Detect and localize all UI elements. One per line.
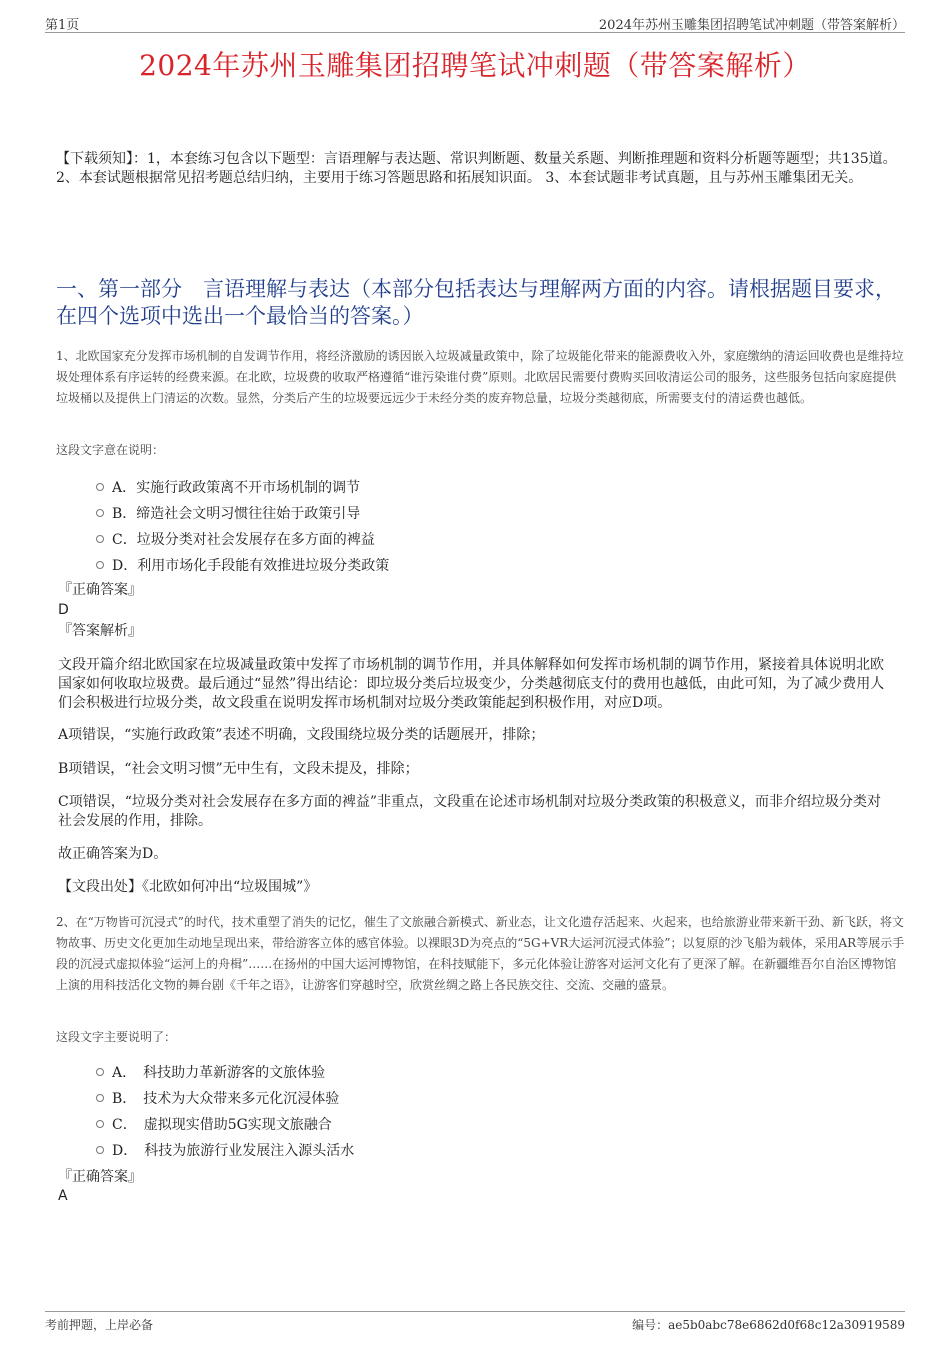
question-1-text: 1、北欧国家充分发挥市场机制的自发调节作用，将经济激励的诱因嵌入垃圾减量政策中，除了垃圾能化带来的能源费收入外，家庭缴纳的清运回收费也是维持垃圾处理体系有序运转的经费来源。在北欧，垃圾费的收取严格遵循“谁污染谁付费”原则。北欧居民需要付费购买回收清运公司的服务，这些服务包括向家庭提供垃圾桶以及提供上门清运的次数。显然，分类后产生的垃圾要远远少于未经分类的废弃物总量，垃圾分类越彻底，所需要支付的清运费也越低。 [56, 349, 904, 405]
document-id: 编号：ae5b0abc78e6862d0f68c12a30919589 [632, 1318, 905, 1332]
option-c[interactable] [96, 1111, 354, 1137]
answer-value: D [58, 602, 69, 618]
source-citation: 【文段出处】《北欧如何冲出“垃圾围城”》 [58, 879, 318, 895]
radio-icon[interactable] [96, 509, 104, 517]
question-1-options [96, 474, 389, 578]
analysis-paragraph: 文段开篇介绍北欧国家在垃圾减量政策中发挥了市场机制的调节作用，并具体解释如何发挥市场机制的调节作用，紧接着具体说明北欧国家如何收取垃圾费。最后通过“显然”得出结论：即垃圾分类后垃圾变少，分类越彻底支付的费用也越低，由此可知，为了减少费用人们会积极进行垃圾分类，故文段重在说明发挥市场机制对垃圾分类政策能起到积极作用，对应D项。 [58, 657, 885, 711]
analysis-paragraph: B项错误，“社会文明习惯”无中生有，文段未提及，排除； [58, 761, 419, 777]
question-2-text: 2、在“万物皆可沉浸式”的时代，技术重塑了消失的记忆，催生了文旅融合新模式、新业态，让文化遗存活起来、火起来，也给旅游业带来新干劲、新飞跃，将文物故事、历史文化更加生动地呈现出来，带给游客立体的感官体验。以裸眼3D为亮点的“5G+VR大运河沉浸式体验”；以复原的沙飞船为载体，采用AR等展示手段的沉浸式虚拟体验“运河上的舟楫”……在扬州的中国大运河博物馆，在科技赋能下，多元化体验让游客对运河文化有了更深了解。在新疆维吾尔自治区博物馆上演的用科技活化文物的舞台剧《千年之语》，让游客们穿越时空，欣赏丝绸之路上各民族交往、交流、交融的盛景。 [56, 915, 905, 992]
radio-icon[interactable] [96, 1146, 104, 1154]
analysis-label: 『答案解析』 [58, 623, 142, 639]
option-b[interactable] [96, 500, 389, 526]
answer-label: 『正确答案』 [58, 582, 142, 598]
header-doc-title: 2024年苏州玉雕集团招聘笔试冲刺题（带答案解析） [598, 18, 905, 33]
question-1-prompt: 这段文字意在说明： [56, 443, 165, 457]
analysis-paragraph: 故正确答案为D。 [58, 846, 168, 862]
radio-icon[interactable] [96, 483, 104, 491]
answer-value: A [58, 1188, 68, 1204]
option-a[interactable] [96, 1059, 354, 1085]
analysis-paragraph: C项错误，“垃圾分类对社会发展存在多方面的裨益”非重点，文段重在论述市场机制对垃圾分类政策的积极意义，而非介绍垃圾分类对社会发展的作用，排除。 [58, 794, 882, 829]
option-label: A． 科技助力革新游客的文旅体验 [112, 1065, 326, 1081]
radio-icon[interactable] [96, 1094, 104, 1102]
option-c[interactable] [96, 526, 389, 552]
option-label: D． 科技为旅游行业发展注入源头活水 [112, 1143, 355, 1159]
download-notice: 【下载须知】：1，本套练习包含以下题型：言语理解与表达题、常识判断题、数量关系题、判断推理题和资料分析题等题型；共135道。 2、本套试题根据常见招考题总结归纳，主要用于练习答题思路和拓展知识面。 3、本套试题非考试真题，且与苏州玉雕集团无关。 [56, 151, 897, 186]
section-heading: 一、第一部分 言语理解与表达（本部分包括表达与理解两方面的内容。请根据题目要求，在四个选项中选出一个最恰当的答案。） [56, 277, 896, 328]
option-b[interactable] [96, 1085, 354, 1111]
option-d[interactable] [96, 552, 389, 578]
option-d[interactable] [96, 1137, 354, 1163]
analysis-paragraph: A项错误，“实施行政政策”表述不明确，文段围绕垃圾分类的话题展开，排除； [58, 727, 545, 743]
page-number: 第1页 [45, 18, 80, 33]
footer-slogan: 考前押题，上岸必备 [45, 1318, 154, 1332]
option-label: D．利用市场化手段能有效推进垃圾分类政策 [112, 558, 390, 574]
option-label: B． 技术为大众带来多元化沉浸体验 [112, 1091, 340, 1107]
option-label: C． 虚拟现实借助5G实现文旅融合 [112, 1117, 332, 1133]
question-2-prompt: 这段文字主要说明了： [56, 1030, 177, 1044]
option-label: B．缔造社会文明习惯往往始于政策引导 [112, 506, 361, 522]
page-header [45, 14, 905, 33]
answer-label: 『正确答案』 [58, 1169, 142, 1185]
page-footer [45, 1311, 905, 1335]
radio-icon[interactable] [96, 535, 104, 543]
question-2-options [96, 1059, 354, 1163]
option-label: A．实施行政政策离不开市场机制的调节 [112, 480, 361, 496]
option-label: C．垃圾分类对社会发展存在多方面的裨益 [112, 532, 375, 548]
document-title: 2024年苏州玉雕集团招聘笔试冲刺题（带答案解析） [139, 49, 811, 82]
radio-icon[interactable] [96, 1068, 104, 1076]
radio-icon[interactable] [96, 561, 104, 569]
radio-icon[interactable] [96, 1120, 104, 1128]
option-a[interactable] [96, 474, 389, 500]
